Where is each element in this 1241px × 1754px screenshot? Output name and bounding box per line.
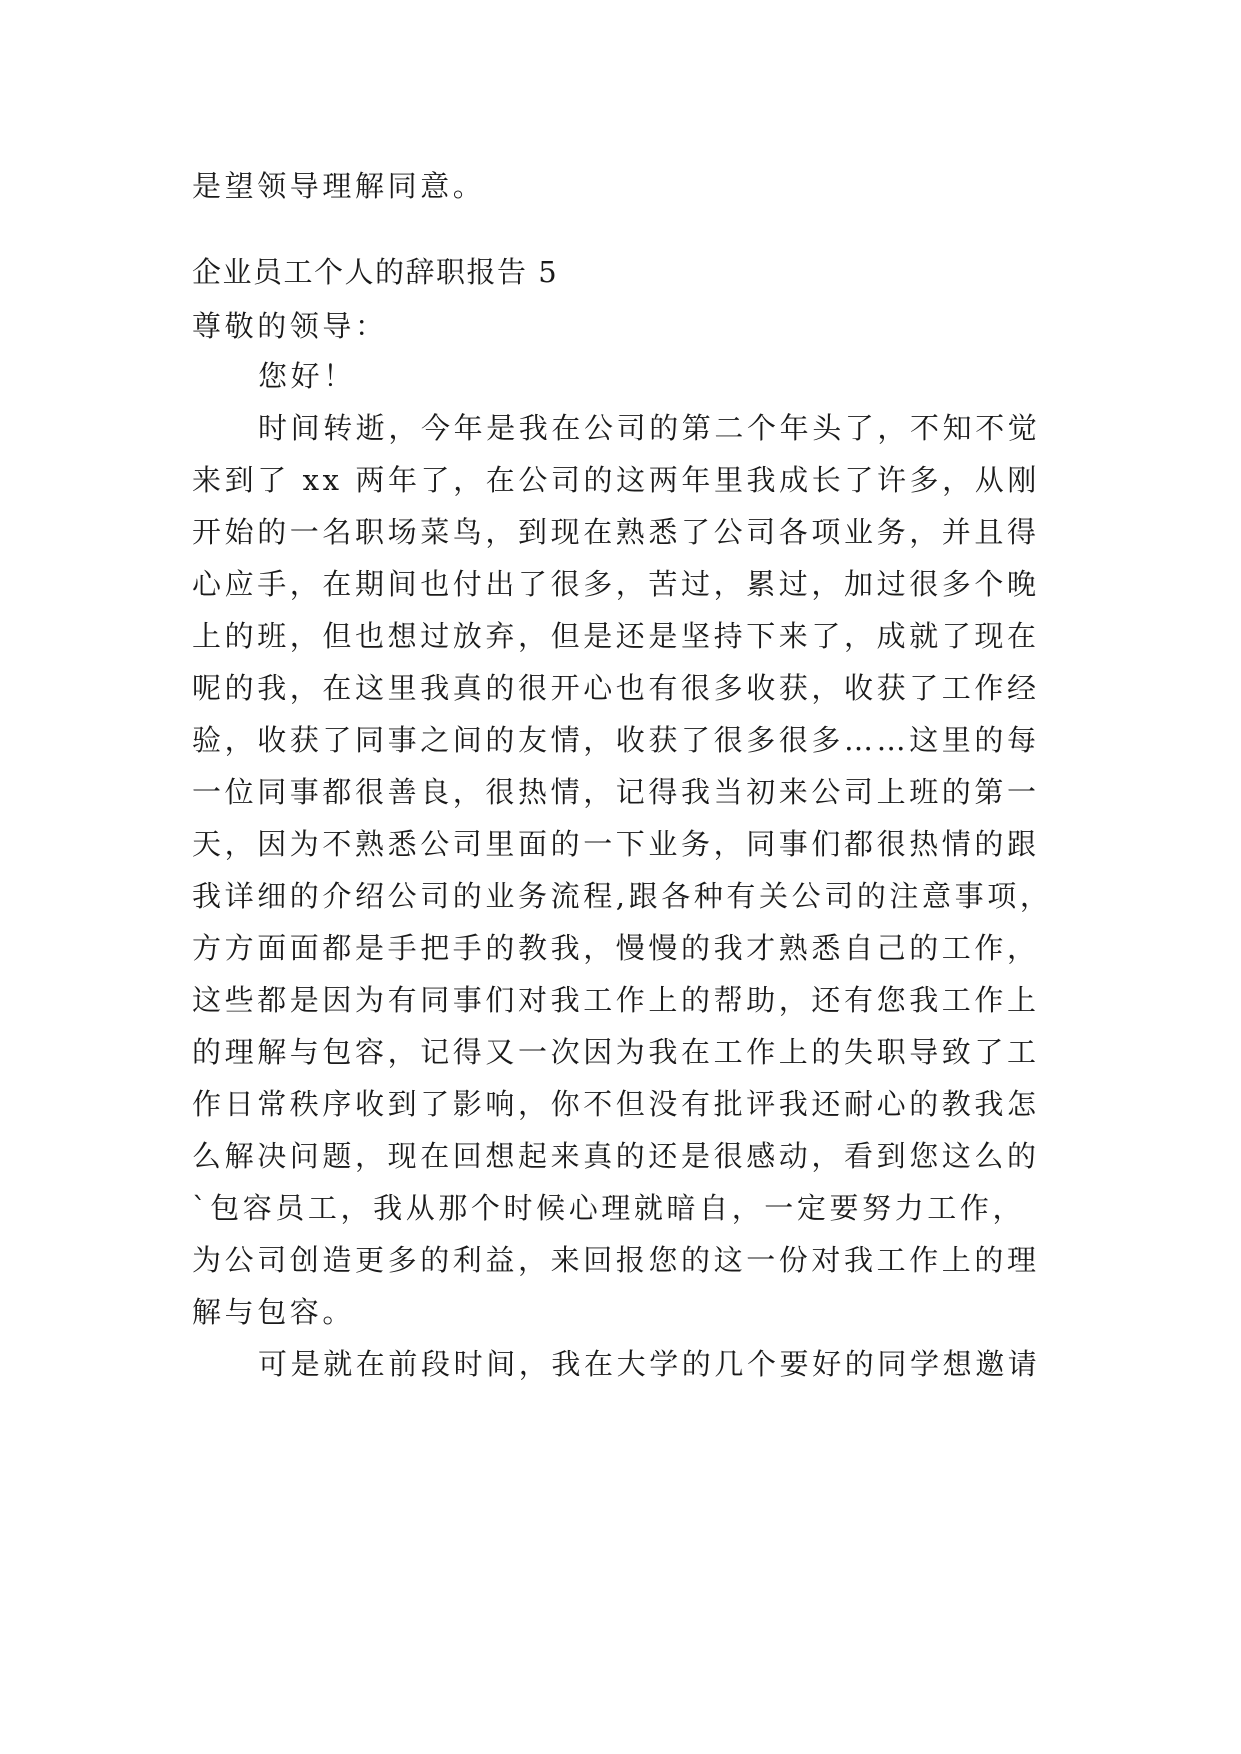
paragraph-line: 心应手，在期间也付出了很多，苦过，累过，加过很多个晚 — [192, 567, 1040, 601]
paragraph-line: 一位同事都很善良，很热情，记得我当初来公司上班的第一 — [192, 775, 1040, 809]
paragraph-line: 时间转逝，今年是我在公司的第二个年头了，不知不觉 — [258, 411, 1041, 445]
salutation: 尊敬的领导： — [192, 309, 388, 343]
paragraph-line: 为公司创造更多的利益，来回报您的这一份对我工作上的理 — [192, 1243, 1040, 1277]
paragraph-line: 作日常秩序收到了影响，你不但没有批评我还耐心的教我怎 — [192, 1087, 1040, 1121]
paragraph-line: 解与包容。 — [192, 1295, 356, 1329]
paragraph-line: 这些都是因为有同事们对我工作上的帮助，还有您我工作上 — [192, 983, 1040, 1017]
previous-section-tail: 是望领导理解同意。 — [192, 169, 486, 203]
greeting: 您好！ — [258, 359, 356, 393]
paragraph-line: 的理解与包容，记得又一次因为我在工作上的失职导致了工 — [192, 1035, 1040, 1069]
paragraph-line: 方方面面都是手把手的教我，慢慢的我才熟悉自己的工作， — [192, 931, 1040, 965]
section-title: 企业员工个人的辞职报告 5 — [192, 255, 559, 289]
paragraph-line: 验，收获了同事之间的友情，收获了很多很多……这里的每 — [192, 723, 1040, 757]
paragraph-line: 开始的一名职场菜鸟，到现在熟悉了公司各项业务，并且得 — [192, 515, 1040, 549]
paragraph-line: 可是就在前段时间，我在大学的几个要好的同学想邀请 — [258, 1347, 1041, 1381]
paragraph-line: 天，因为不熟悉公司里面的一下业务，同事们都很热情的跟 — [192, 827, 1040, 861]
paragraph-line: 上的班，但也想过放弃，但是还是坚持下来了，成就了现在 — [192, 619, 1040, 653]
paragraph-line: 么解决问题，现在回想起来真的还是很感动，看到您这么的 — [192, 1139, 1040, 1173]
paragraph-line: 我详细的介绍公司的业务流程,跟各种有关公司的注意事项， — [192, 879, 1053, 913]
paragraph-line: `包容员工，我从那个时候心理就暗自，一定要努力工作， — [192, 1191, 1026, 1225]
paragraph-line: 呢的我，在这里我真的很开心也有很多收获，收获了工作经 — [192, 671, 1040, 705]
paragraph-line: 来到了 xx 两年了，在公司的这两年里我成长了许多，从刚 — [192, 463, 1040, 497]
